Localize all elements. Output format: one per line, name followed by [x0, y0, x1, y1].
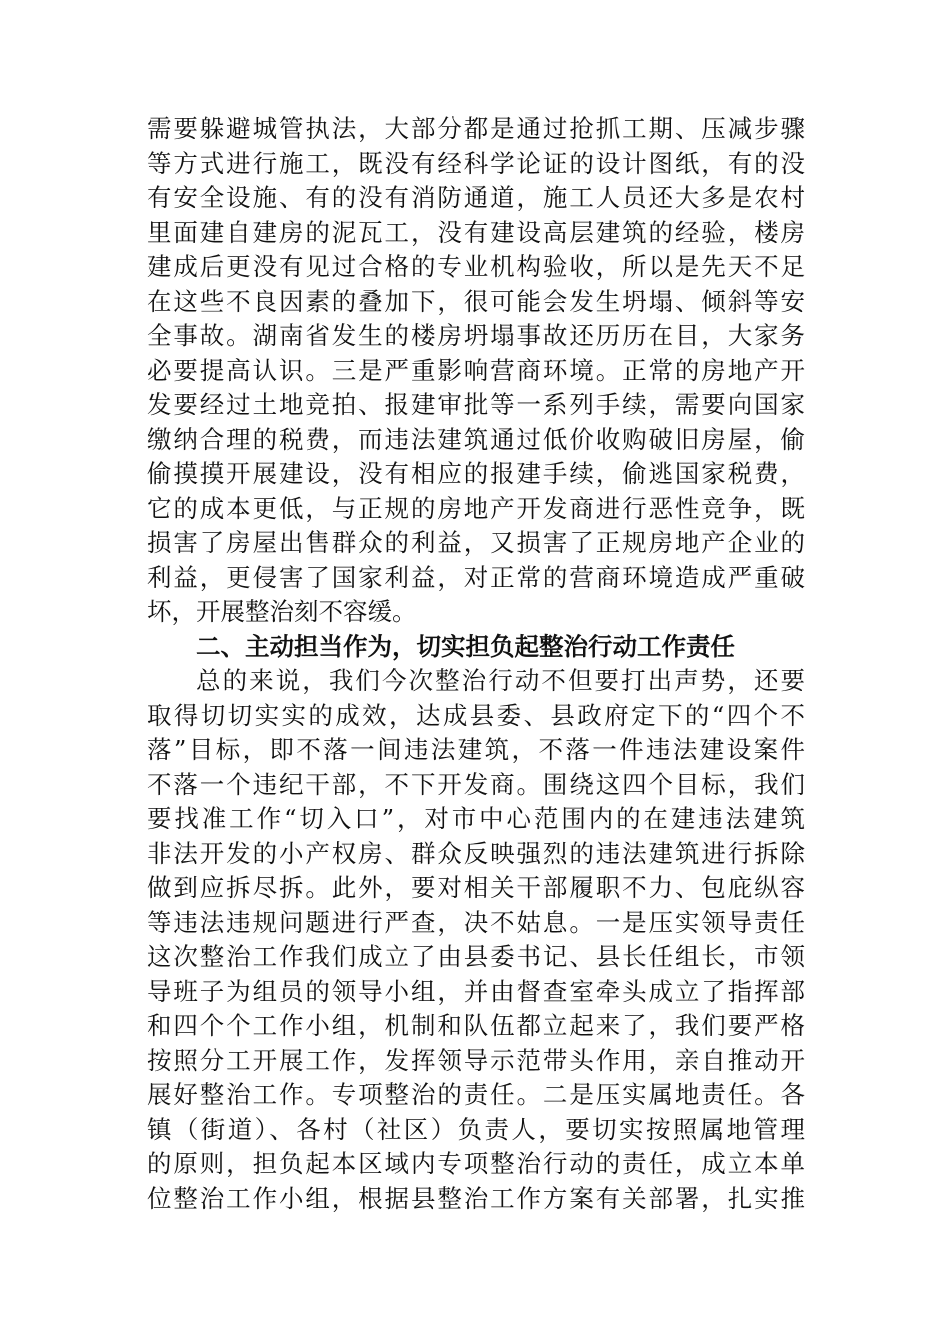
text-line: 在这些不良因素的叠加下，很可能会发生坍塌、倾斜等安 — [147, 286, 805, 316]
text-line: 它的成本更低，与正规的房地产开发商进行恶性竞争，既 — [147, 493, 805, 523]
text-line: 和四个个工作小组，机制和队伍都立起来了，我们要严格 — [147, 1011, 805, 1040]
text-line: 做到应拆尽拆。此外，要对相关干部履职不力、包庇纵容 — [147, 873, 805, 902]
text-line: 建成后更没有见过合格的专业机构验收，所以是先天不足 — [147, 252, 805, 281]
text-line: 缴纳合理的税费，而违法建筑通过低价收购破旧房屋，偷 — [147, 424, 805, 454]
text-line: 全事故。湖南省发生的楼房坍塌事故还历历在目，大家务 — [147, 321, 805, 350]
text-line: 损害了房屋出售群众的利益，又损害了正规房地产企业的 — [147, 528, 805, 557]
text-line: 非法开发的小产权房、群众反映强烈的违法建筑进行拆除 — [147, 838, 805, 868]
text-line: 位整治工作小组，根据县整治工作方案有关部署，扎实推 — [147, 1183, 805, 1213]
text-line: 必要提高认识。三是严重影响营商环境。正常的房地产开 — [147, 355, 805, 385]
text-line: 导班子为组员的领导小组，并由督查室牵头成立了指挥部 — [147, 976, 805, 1006]
text-line: 的原则，担负起本区域内专项整治行动的责任，成立本单 — [147, 1149, 805, 1178]
text-line: 利益，更侵害了国家利益，对正常的营商环境造成严重破 — [147, 562, 805, 592]
text-line: 落”目标，即不落一间违法建筑，不落一件违法建设案件 — [147, 735, 805, 764]
text-line: 需要躲避城管执法，大部分都是通过抢抓工期、压减步骤 — [147, 114, 805, 143]
text-line: 坏，开展整治刻不容缓。 — [147, 597, 417, 626]
text-line: 等违法违规问题进行严查，决不姑息。一是压实领导责任 — [147, 907, 805, 937]
text-line: 发要经过土地竞拍、报建审批等一系列手续，需要向国家 — [147, 390, 805, 419]
text-line: 偷摸摸开展建设，没有相应的报建手续，偷逃国家税费， — [147, 459, 805, 488]
text-line: 总的来说，我们今次整治行动不但要打出声势，还要 — [196, 666, 805, 695]
section-heading: 二、主动担当作为，切实担负起整治行动工作责任 — [196, 631, 735, 661]
text-line: 要找准工作“切入口”，对市中心范围内的在建违法建筑 — [147, 804, 805, 833]
text-line: 等方式进行施工，既没有经科学论证的设计图纸，有的没 — [147, 148, 805, 178]
text-line: 镇（街道）、各村（社区）负责人，要切实按照属地管理 — [147, 1114, 805, 1144]
text-line: 里面建自建房的泥瓦工，没有建设高层建筑的经验，楼房 — [147, 217, 805, 247]
text-line: 展好整治工作。专项整治的责任。二是压实属地责任。各 — [147, 1080, 805, 1109]
text-line: 按照分工开展工作，发挥领导示范带头作用，亲自推动开 — [147, 1045, 805, 1075]
text-line: 取得切切实实的成效，达成县委、县政府定下的“四个不 — [147, 700, 805, 730]
text-line: 这次整治工作我们成立了由县委书记、县长任组长，市领 — [147, 942, 805, 971]
text-line: 不落一个违纪干部，不下开发商。围绕这四个目标，我们 — [147, 769, 805, 799]
text-line: 有安全设施、有的没有消防通道，施工人员还大多是农村 — [147, 183, 805, 212]
